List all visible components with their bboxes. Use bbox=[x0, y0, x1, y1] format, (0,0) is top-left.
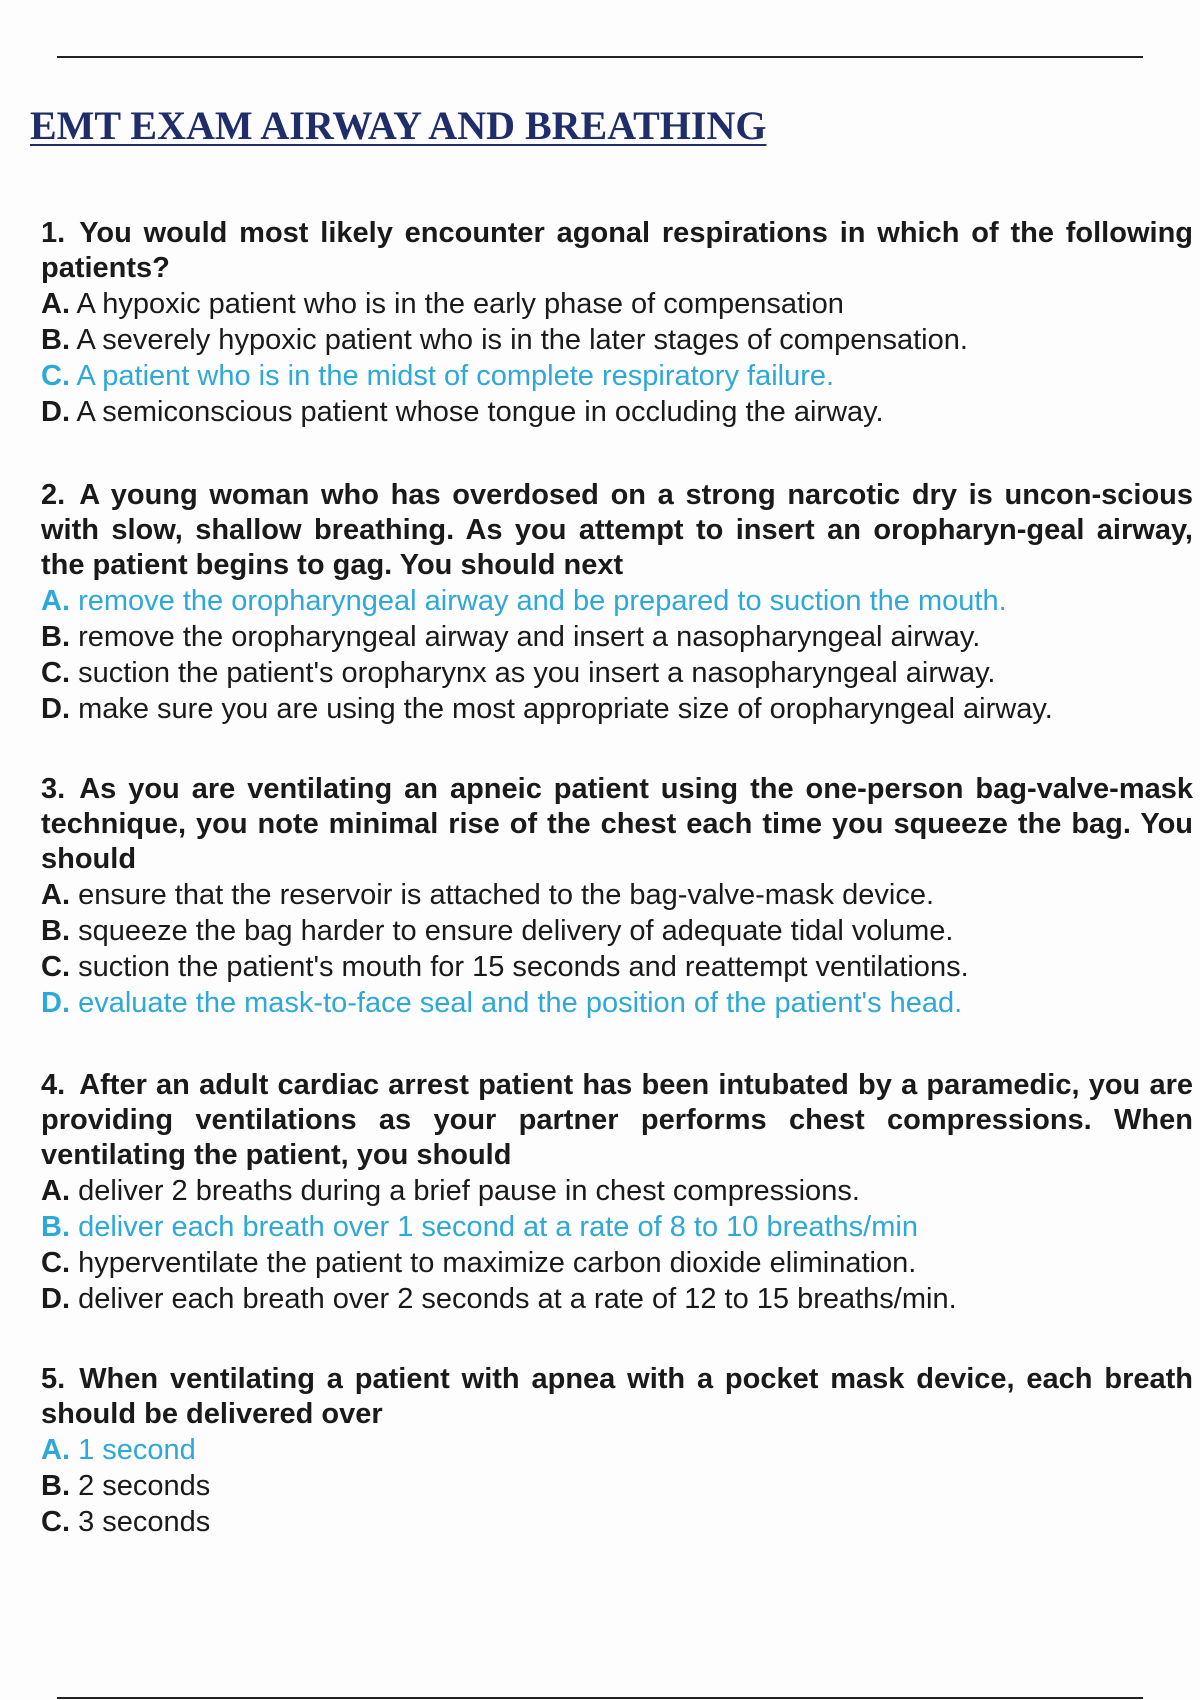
answer-option-b-correct: B. deliver each breath over 1 second at a rate of 8 to 10 breaths/min bbox=[41, 1211, 918, 1243]
question-number: 4. bbox=[41, 1069, 66, 1101]
question-2 bbox=[41, 478, 1193, 727]
question-number: 2. bbox=[41, 479, 66, 511]
answer-option-c: C. suction the patient's mouth for 15 seconds and reattempt ventilations. bbox=[41, 951, 969, 983]
top-divider bbox=[57, 56, 1143, 58]
question-1 bbox=[41, 216, 1193, 430]
question-text: 2. A young woman who has overdosed on a strong narcotic dry is uncon-scious with slow, shallow breathing. As you attempt to insert an oropharyn-geal airway, the patient begins to gag. You should next bbox=[41, 479, 1193, 581]
answer-option-a-correct: A. 1 second bbox=[41, 1434, 196, 1466]
question-text: 3. As you are ventilating an apneic patient using the one-person bag-valve-mask technique, you note minimal rise of the chest each time you squeeze the bag. You should bbox=[41, 773, 1193, 875]
question-text: 4. After an adult cardiac arrest patient has been intubated by a paramedic, you are providing ventilations as your partner performs chest compressions. When ventilating the patient, you should bbox=[41, 1069, 1193, 1171]
answer-option-c: C. 3 seconds bbox=[41, 1506, 211, 1538]
answer-option-d: D. deliver each breath over 2 seconds at a rate of 12 to 15 breaths/min. bbox=[41, 1283, 957, 1315]
question-number: 1. bbox=[41, 217, 66, 249]
answer-option-c: C. hyperventilate the patient to maximize carbon dioxide elimination. bbox=[41, 1247, 917, 1279]
answer-option-b: B. remove the oropharyngeal airway and insert a nasopharyngeal airway. bbox=[41, 621, 981, 653]
answer-option-a: A. ensure that the reservoir is attached to the bag-valve-mask device. bbox=[41, 879, 935, 911]
answer-option-a: A. deliver 2 breaths during a brief pause in chest compressions. bbox=[41, 1175, 860, 1207]
question-number: 3. bbox=[41, 773, 66, 805]
answer-option-a: A. A hypoxic patient who is in the early phase of compensation bbox=[41, 288, 844, 320]
question-3 bbox=[41, 772, 1193, 1021]
bottom-divider bbox=[57, 1697, 1143, 1699]
answer-option-b: B. A severely hypoxic patient who is in the later stages of compensation. bbox=[41, 324, 968, 356]
answer-option-b: B. 2 seconds bbox=[41, 1470, 211, 1502]
answer-option-b: B. squeeze the bag harder to ensure delivery of adequate tidal volume. bbox=[41, 915, 954, 947]
question-text: 5. When ventilating a patient with apnea with a pocket mask device, each breath should be delivered over bbox=[41, 1363, 1193, 1430]
question-4 bbox=[41, 1068, 1193, 1317]
question-5 bbox=[41, 1362, 1193, 1540]
question-number: 5. bbox=[41, 1363, 66, 1395]
page-title: EMT EXAM AIRWAY AND BREATHING bbox=[30, 103, 767, 148]
answer-option-c: C. suction the patient's oropharynx as you insert a nasopharyngeal airway. bbox=[41, 657, 996, 689]
answer-option-a-correct: A. remove the oropharyngeal airway and be prepared to suction the mouth. bbox=[41, 585, 1007, 617]
answer-option-d: D. make sure you are using the most appropriate size of oropharyngeal airway. bbox=[41, 693, 1053, 725]
question-text: 1. You would most likely encounter agonal respirations in which of the following patients? bbox=[41, 217, 1193, 284]
answer-option-c-correct: C. A patient who is in the midst of complete respiratory failure. bbox=[41, 360, 835, 392]
answer-option-d-correct: D. evaluate the mask-to-face seal and the position of the patient's head. bbox=[41, 987, 963, 1019]
answer-option-d: D. A semiconscious patient whose tongue in occluding the airway. bbox=[41, 396, 884, 428]
